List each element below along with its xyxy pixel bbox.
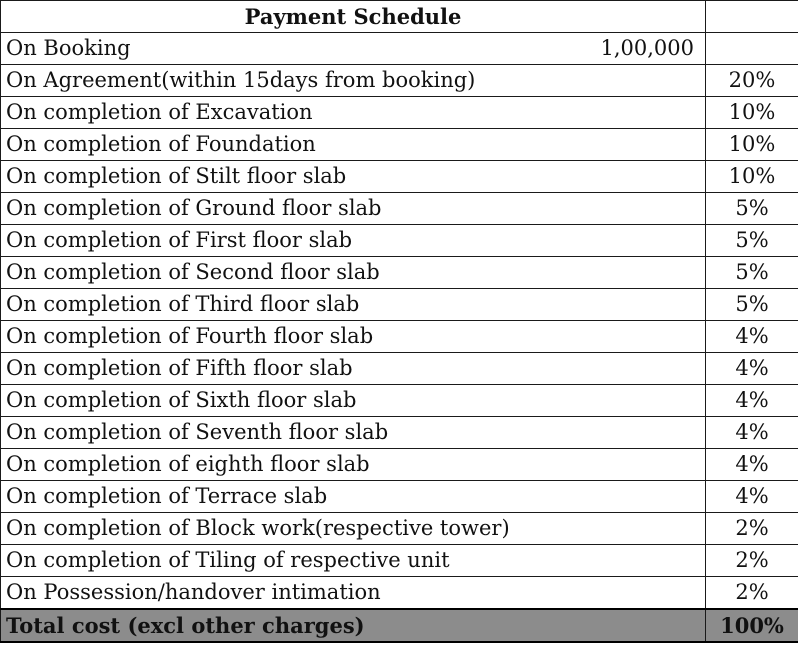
stage-percentage: 10% xyxy=(706,129,798,161)
stage-percentage: 4% xyxy=(706,449,798,481)
table-row xyxy=(1,289,798,321)
stage-label: On completion of Second floor slab xyxy=(1,257,706,289)
table-row xyxy=(1,353,798,385)
stage-percentage: 10% xyxy=(706,97,798,129)
stage-label: On completion of Terrace slab xyxy=(1,481,706,513)
table-row xyxy=(1,385,798,417)
stage-percentage: 5% xyxy=(706,289,798,321)
stage-label: On completion of Excavation xyxy=(1,97,706,129)
table-title: Payment Schedule xyxy=(1,1,706,33)
stage-percentage: 5% xyxy=(706,193,798,225)
stage-percentage: 5% xyxy=(706,257,798,289)
table-row xyxy=(1,97,798,129)
stage-label: On completion of Ground floor slab xyxy=(1,193,706,225)
table-row xyxy=(1,481,798,513)
booking-amount: 1,00,000 xyxy=(601,33,706,65)
stage-percentage: 10% xyxy=(706,161,798,193)
stage-label: On completion of Tiling of respective unit xyxy=(1,545,706,577)
stage-percentage: 2% xyxy=(706,577,798,610)
table-row xyxy=(1,65,798,97)
total-percentage: 100% xyxy=(706,609,798,642)
table-row xyxy=(1,545,798,577)
stage-percentage: 4% xyxy=(706,481,798,513)
stage-label: On completion of First floor slab xyxy=(1,225,706,257)
stage-label: On completion of Stilt floor slab xyxy=(1,161,706,193)
stage-label: On completion of Sixth floor slab xyxy=(1,385,706,417)
table-row xyxy=(1,577,798,610)
stage-percentage: 4% xyxy=(706,385,798,417)
stage-label: On Agreement(within 15days from booking) xyxy=(1,65,706,97)
stage-percentage: 4% xyxy=(706,321,798,353)
stage-label: On completion of Fifth floor slab xyxy=(1,353,706,385)
table-row xyxy=(1,257,798,289)
stage-label: On completion of Block work(respective tower) xyxy=(1,513,706,545)
stage-percentage: 2% xyxy=(706,513,798,545)
total-label: Total cost (excl other charges) xyxy=(1,609,706,642)
booking-blank-cell xyxy=(706,33,798,65)
table-row xyxy=(1,449,798,481)
table-row xyxy=(1,321,798,353)
stage-label: On completion of eighth floor slab xyxy=(1,449,706,481)
stage-label: On completion of Seventh floor slab xyxy=(1,417,706,449)
stage-percentage: 20% xyxy=(706,65,798,97)
table-row xyxy=(1,417,798,449)
table-row xyxy=(1,225,798,257)
table-row xyxy=(1,193,798,225)
stage-label: On completion of Third floor slab xyxy=(1,289,706,321)
title-row xyxy=(1,1,798,33)
title-blank-cell xyxy=(706,1,798,33)
table-row xyxy=(1,513,798,545)
stage-percentage: 4% xyxy=(706,353,798,385)
stage-label: On Possession/handover intimation xyxy=(1,577,706,610)
table-row xyxy=(1,161,798,193)
booking-row xyxy=(1,33,798,65)
stage-percentage: 4% xyxy=(706,417,798,449)
booking-label: On Booking xyxy=(1,33,601,65)
total-row xyxy=(1,609,798,642)
stage-percentage: 2% xyxy=(706,545,798,577)
stage-percentage: 5% xyxy=(706,225,798,257)
stage-label: On completion of Fourth floor slab xyxy=(1,321,706,353)
table-row xyxy=(1,129,798,161)
stage-label: On completion of Foundation xyxy=(1,129,706,161)
